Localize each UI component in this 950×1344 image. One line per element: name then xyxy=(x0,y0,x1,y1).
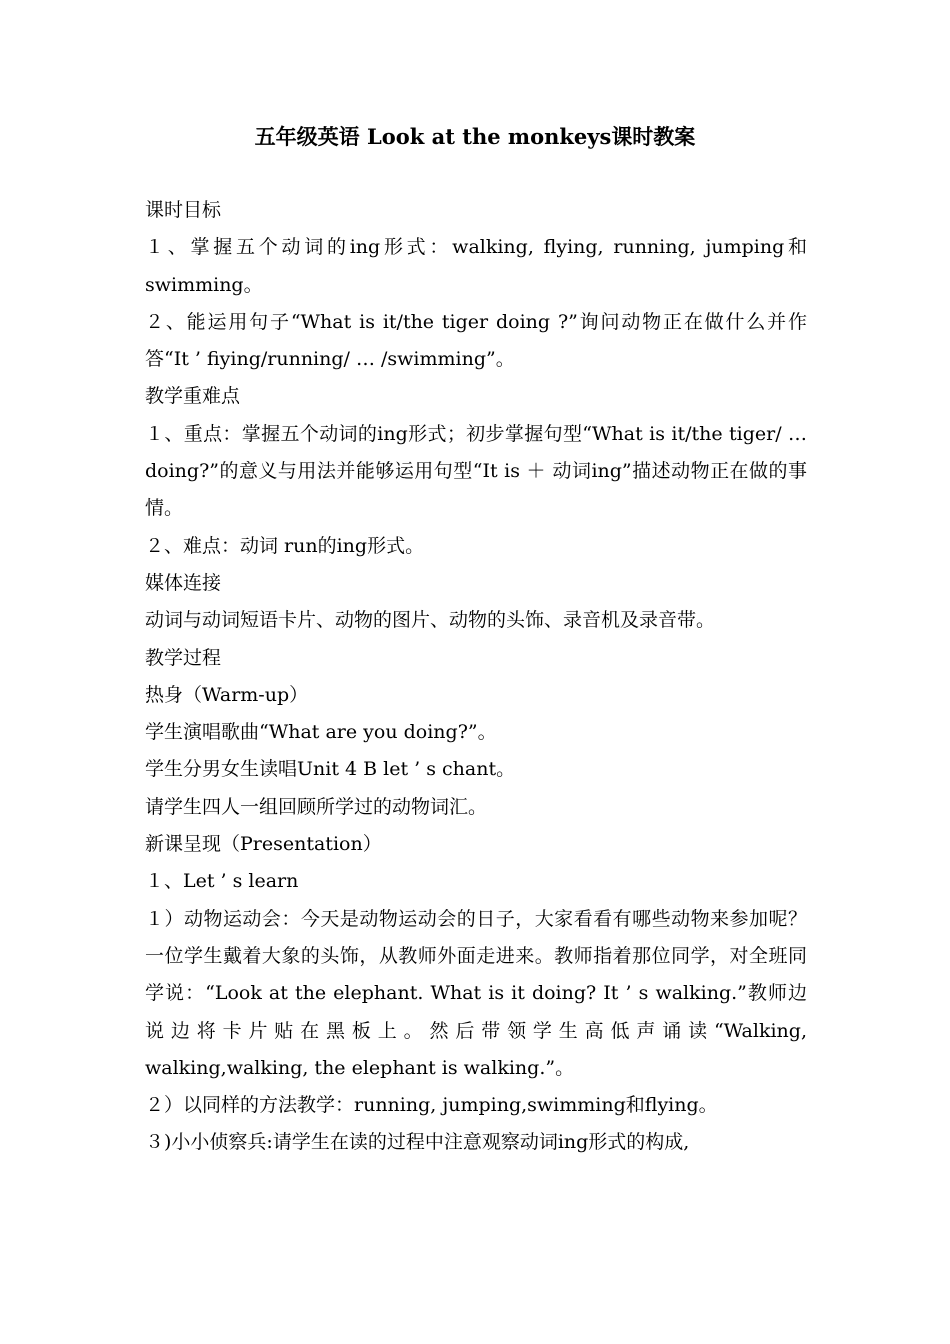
paragraph-chant: 学生分男女生读唱Unit 4 B let ’ s chant。 xyxy=(145,758,516,781)
paragraph-warm-up: 热身（Warm-up） xyxy=(145,683,309,706)
section-heading-key-points: 教学重难点 xyxy=(145,385,241,408)
section-heading-process: 教学过程 xyxy=(145,646,222,669)
paragraph-objective-1: １、掌握五个动词的ing形式：walking, flying, running, jumping和swimming。 xyxy=(145,236,807,296)
section-heading-media: 媒体连接 xyxy=(145,571,222,594)
paragraph-animal-sports: １）动物运动会：今天是动物运动会的日子，大家看看有哪些动物来参加呢？一位学生戴着大象的头饰，从教师外面走进来。教师指着那位同学，对全班同学说：“Look at the elephant. What is it doing? It ’ s walking.”教师边说边将卡片贴在黑板上。然后带领学生高低声诵读“Walking, walking,walking, the elephant is walking.”。 xyxy=(145,907,807,1079)
paragraph-difficulty: ２、难点：动词 run的ing形式。 xyxy=(145,534,425,557)
paragraph-lets-learn: １、Let ’ s learn xyxy=(145,870,299,893)
paragraph-objective-2: ２、能运用句子“What is it/the tiger doing ?”询问动物正在做什么并作答“It ’ fiying/running/ … /swimming”。 xyxy=(145,310,807,371)
paragraph-detective: ３)小小侦察兵:请学生在读的过程中注意观察动词ing形式的构成, xyxy=(145,1131,690,1154)
paragraph-key-point: １、重点：掌握五个动词的ing形式；初步掌握句型“What is it/the tiger/ … doing?”的意义与用法并能够运用句型“It is ＋ 动词ing”描述动物正在做的事情。 xyxy=(145,422,807,520)
paragraph-presentation: 新课呈现（Presentation） xyxy=(145,833,382,856)
paragraph-song: 学生演唱歌曲“What are you doing?”。 xyxy=(145,721,497,744)
document-title: 五年级英语 Look at the monkeys课时教案 xyxy=(254,124,696,149)
section-heading-objectives: 课时目标 xyxy=(145,199,222,221)
paragraph-media: 动词与动词短语卡片、动物的图片、动物的头饰、录音机及录音带。 xyxy=(145,609,716,632)
paragraph-review: 请学生四人一组回顾所学过的动物词汇。 xyxy=(145,795,488,818)
paragraph-same-method: ２）以同样的方法教学：running, jumping,swimming和flying。 xyxy=(145,1094,718,1117)
document-body xyxy=(145,192,807,1162)
